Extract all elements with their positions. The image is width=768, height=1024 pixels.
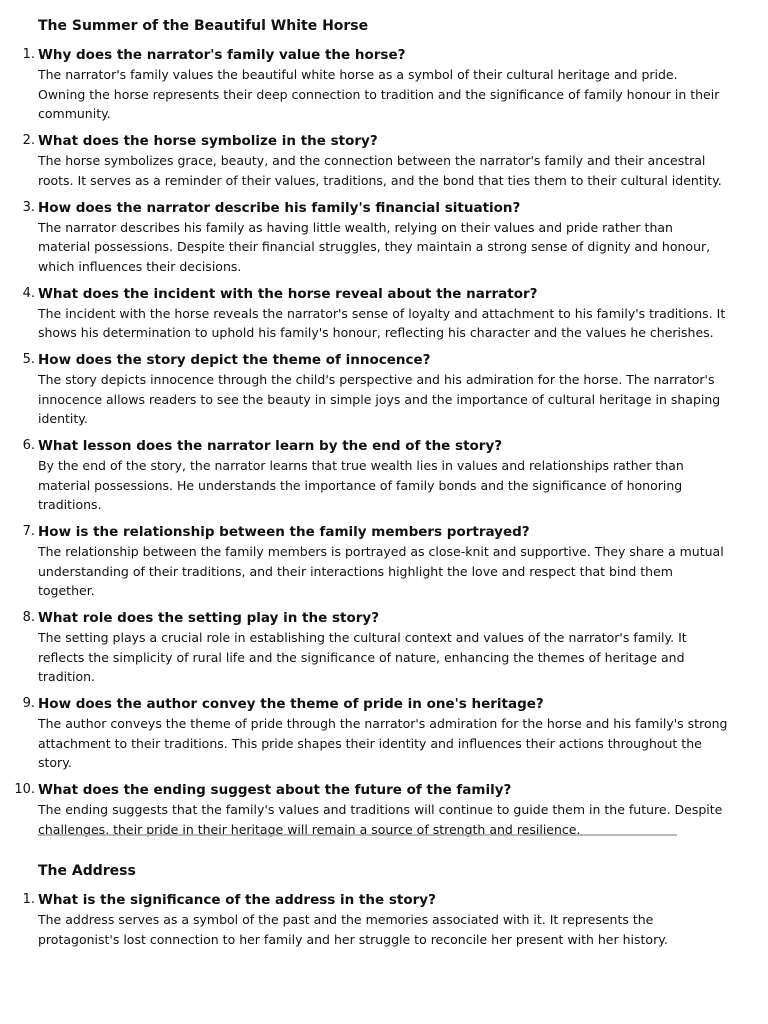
answer-text: The relationship between the family members is portrayed as close-knit and supportive. They share a mutual understanding of their traditions, and their interactions highlight the love and respect that bind them together. — [38, 544, 724, 598]
question-text: What does the horse symbolize in the story? — [38, 133, 378, 149]
question-text: What does the ending suggest about the future of the family? — [38, 782, 512, 798]
list-item — [0, 608, 768, 687]
question-list — [0, 890, 768, 949]
question-text: What role does the setting play in the story? — [38, 610, 380, 626]
question-text: What lesson does the narrator learn by the end of the story? — [38, 438, 503, 454]
list-item — [0, 284, 768, 343]
question-text: How is the relationship between the family members portrayed? — [38, 524, 530, 540]
answer-text: The setting plays a crucial role in establishing the cultural context and values of the narrator's family. It reflects the simplicity of rural life and the significance of nature, enhancing the themes of heritage and tradition. — [38, 630, 687, 684]
question-text: What is the significance of the address in the story? — [38, 892, 436, 908]
list-item — [0, 436, 768, 515]
item-number: 1. — [22, 47, 35, 62]
answer-text: The address serves as a symbol of the past and the memories associated with it. It represents the protagonist's lost connection to her family and her struggle to reconcile her present with her history. — [38, 912, 668, 947]
question-text: What does the incident with the horse reveal about the narrator? — [38, 285, 538, 302]
list-item — [0, 890, 768, 949]
item-number: 5. — [22, 352, 35, 367]
question-list — [0, 45, 768, 839]
item-number: 8. — [22, 610, 35, 625]
section-summer-white-horse — [0, 16, 768, 839]
item-number: 9. — [22, 696, 35, 711]
list-item — [0, 198, 768, 277]
item-number: 4. — [22, 285, 35, 301]
list-item — [0, 780, 768, 839]
answer-text: By the end of the story, the narrator learns that true wealth lies in values and relationships rather than material possessions. He understands the importance of family bonds and the significance of honoring traditions. — [38, 458, 684, 512]
answer-text: The horse symbolizes grace, beauty, and the connection between the narrator's family and their ancestral roots. It serves as a reminder of their values, traditions, and the bond that ties them to their cultural identity. — [38, 153, 722, 188]
answer-text: The author conveys the theme of pride through the narrator's admiration for the horse and his family's strong attachment to their traditions. This pride shapes their identity and influences their actions throughout the story. — [38, 716, 728, 770]
section-title: The Address — [38, 863, 136, 879]
list-item — [0, 45, 768, 124]
answer-text: The incident with the horse reveals the narrator's sense of loyalty and attachment to his family's traditions. It shows his determination to uphold his family's honour, reflecting his character and the values he cherishes. — [38, 305, 726, 340]
question-text: How does the author convey the theme of pride in one's heritage? — [38, 696, 544, 712]
answer-text: The ending suggests that the family's values and traditions will continue to guide them in the future. Despite challenges, their pride in their heritage will remain a source of strength and resilience. — [38, 802, 723, 837]
item-number: 2. — [22, 133, 35, 148]
item-number: 6. — [22, 438, 35, 453]
list-item — [0, 522, 768, 601]
section-title: The Summer of the Beautiful White Horse — [38, 18, 369, 34]
section-divider — [38, 834, 677, 836]
list-item — [0, 350, 768, 429]
list-item — [0, 131, 768, 190]
answer-text: The narrator describes his family as having little wealth, relying on their values and pride rather than material possessions. Despite their financial struggles, they maintain a strong sense of dignity and honour, which influences their decisions. — [38, 219, 711, 274]
question-text: Why does the narrator's family value the horse? — [38, 47, 406, 63]
item-number: 1. — [22, 892, 35, 907]
question-text: How does the narrator describe his family's financial situation? — [38, 199, 521, 216]
question-text: How does the story depict the theme of innocence? — [38, 352, 431, 368]
item-number: 3. — [22, 199, 35, 215]
section-the-address — [0, 861, 768, 949]
answer-text: The story depicts innocence through the child's perspective and his admiration for the horse. The narrator's innocence allows readers to see the beauty in simple joys and the importance of cultural heritage in shaping identity. — [38, 372, 721, 426]
item-number: 7. — [22, 524, 35, 539]
list-item — [0, 694, 768, 773]
item-number: 10. — [14, 782, 35, 797]
answer-text: The narrator's family values the beautiful white horse as a symbol of their cultural heritage and pride. Owning the horse represents their deep connection to tradition and the significance of family honour in their community. — [38, 67, 720, 121]
